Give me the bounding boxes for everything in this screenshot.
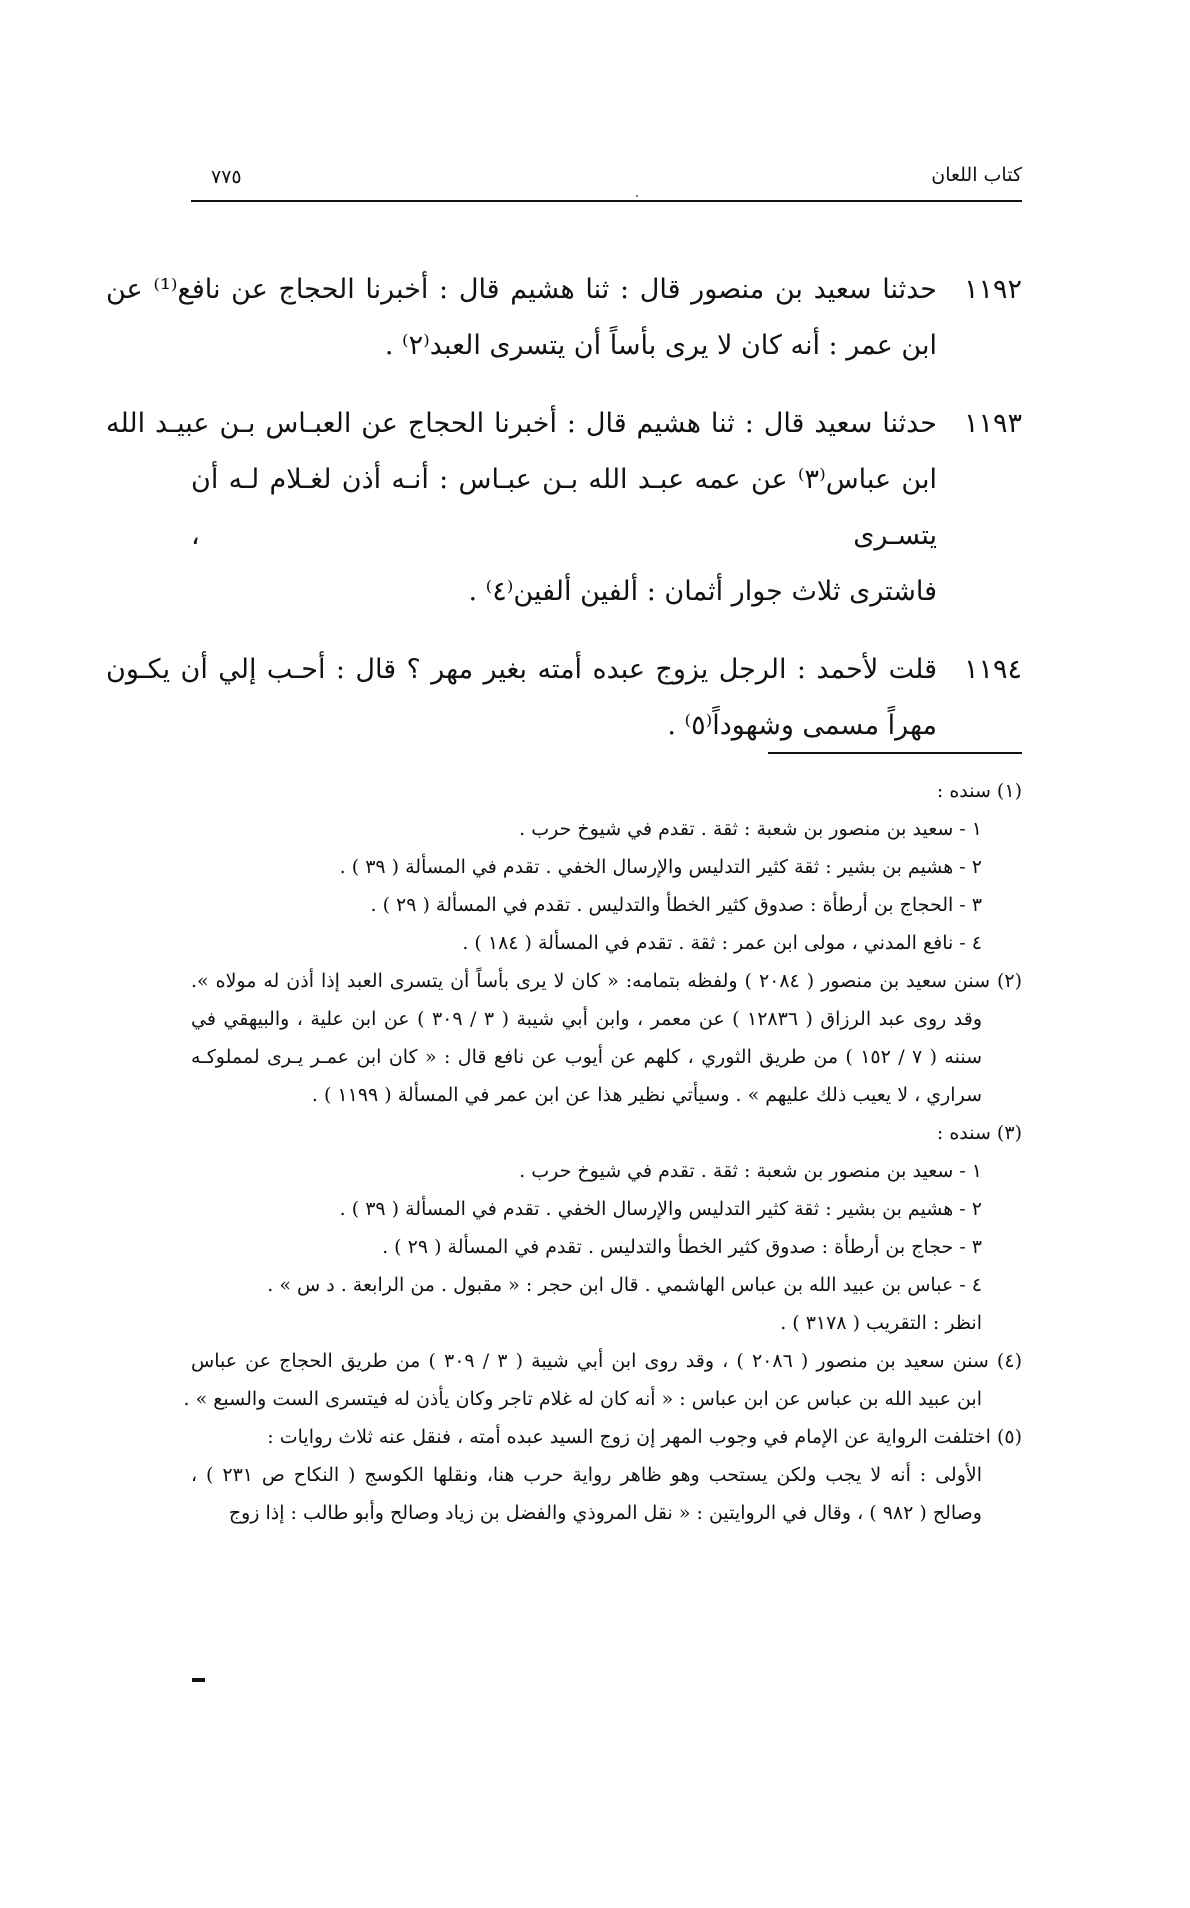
footnotes	[183, 772, 1023, 1532]
footnote-line: ٢ - هشيم بن بشير : ثقة كثير التدليس والإرسال الخفي . تقدم في المسألة ( ٣٩ ) .	[339, 1198, 982, 1220]
entry-text	[106, 396, 937, 620]
footnote-line: ابن عبيد الله بن عباس عن ابن عباس : « أنه كان له غلام تاجر وكان يأذن له فيتسرى الست والسبع » .	[183, 1388, 982, 1410]
entry-text	[106, 262, 937, 374]
footnote-line: (١) سنده :	[936, 780, 1022, 802]
footnote-line: وصالح ( ٩٨٢ ) ، وقال في الروايتين : « نقل المروذي والفضل بن زياد وصالح وأبو طالب : إذا زوج	[228, 1502, 982, 1524]
footnote-line: (٤) سنن سعيد بن منصور ( ٢٠٨٦ ) ، وقد روى ابن أبي شيبة ( ٣ / ٣٠٩ ) من طريق الحجاج عن عباس	[191, 1350, 1022, 1372]
footnote-line: انظر : التقريب ( ٣١٧٨ ) .	[780, 1312, 982, 1334]
footnote-line: (٢) سنن سعيد بن منصور ( ٢٠٨٤ ) ولفظه بتمامه: « كان لا يرى بأساً أن يتسرى العبد إذا أذن له مولاه ».	[191, 970, 1023, 992]
page-continuation-mark	[192, 1678, 205, 1682]
entry-number: ١١٩٢	[963, 274, 1022, 305]
footnote-line: ٣ - الحجاج بن أرطأة : صدوق كثير الخطأ والتدليس . تقدم في المسألة ( ٢٩ ) .	[370, 894, 982, 916]
footnote-line: ١ - سعيد بن منصور بن شعبة : ثقة . تقدم في شيوخ حرب .	[519, 818, 982, 840]
footnote-line: وقد روى عبد الرزاق ( ١٢٨٣٦ ) عن معمر ، وابن أبي شيبة ( ٣ / ٣٠٩ ) عن ابن علية ، والبيهقي في	[191, 1008, 982, 1030]
scan-dot	[636, 195, 638, 197]
entry-line: ابن عباس⁽٣⁾ عن عمه عبـد الله بـن عبـاس : أنـه أذن لغـلام لـه أن يتسـرى ،	[191, 464, 937, 551]
entry-line: حدثنا سعيد قال : ثنا هشيم قال : أخبرنا الحجاج عن العبـاس بـن عبيـد الله	[106, 408, 937, 439]
entry-number: ١١٩٣	[963, 408, 1022, 439]
entry-line: مهراً مسمى وشهوداً⁽٥⁾ .	[667, 710, 937, 741]
footnote-line: ٤ - نافع المدني ، مولى ابن عمر : ثقة . تقدم في المسألة ( ١٨٤ ) .	[462, 932, 982, 954]
entry-line: فاشترى ثلاث جوار أثمان : ألفين ألفين⁽٤⁾ .	[468, 576, 937, 607]
footnote-line: سننه ( ٧ / ١٥٢ ) من طريق الثوري ، كلهم عن أيوب عن نافع قال : « كان ابن عمـر يـرى لمملوكـه	[191, 1046, 982, 1068]
entry-line: حدثنا سعيد بن منصور قال : ثنا هشيم قال : أخبرنا الحجاج عن نافع⁽¹⁾ عن	[106, 274, 937, 305]
entry-1192	[106, 262, 1022, 374]
entry-line: قلت لأحمد : الرجل يزوج عبده أمته بغير مهر ؟ قال : أحـب إلي أن يكـون	[106, 654, 937, 685]
footnote-line: سراري ، لا يعيب ذلك عليهم » . وسيأتي نظير هذا عن ابن عمر في المسألة ( ١١٩٩ ) .	[311, 1084, 982, 1106]
footnote-line: الأولى : أنه لا يجب ولكن يستحب وهو ظاهر رواية حرب هنا، ونقلها الكوسج ( النكاح ص ٢٣١ ) ،	[191, 1464, 982, 1486]
footnote-line: (٥) اختلفت الرواية عن الإمام في وجوب المهر إن زوج السيد عبده أمته ، فنقل عنه ثلاث روايات :	[267, 1426, 1022, 1448]
running-header	[191, 160, 1022, 200]
entry-line: ابن عمر : أنه كان لا يرى بأساً أن يتسرى العبد⁽٢⁾ .	[384, 330, 937, 361]
footnote-separator	[768, 752, 1022, 754]
main-text	[106, 262, 1022, 776]
footnote-line: ٣ - حجاج بن أرطأة : صدوق كثير الخطأ والتدليس . تقدم في المسألة ( ٢٩ ) .	[382, 1236, 982, 1258]
footnote-line: ٤ - عباس بن عبيد الله بن عباس الهاشمي . قال ابن حجر : « مقبول . من الرابعة . د س » .	[267, 1274, 982, 1296]
entry-number: ١١٩٤	[963, 654, 1022, 685]
page-number: ٧٧٥	[211, 166, 242, 188]
entry-text	[106, 642, 937, 754]
header-title: كتاب اللعان	[931, 164, 1022, 186]
footnote-line: ١ - سعيد بن منصور بن شعبة : ثقة . تقدم في شيوخ حرب .	[519, 1160, 982, 1182]
header-rule	[191, 200, 1022, 202]
entry-1194	[106, 642, 1022, 754]
footnote-line: ٢ - هشيم بن بشير : ثقة كثير التدليس والإرسال الخفي . تقدم في المسألة ( ٣٩ ) .	[339, 856, 982, 878]
footnote-line: (٣) سنده :	[936, 1122, 1022, 1144]
entry-1193	[106, 396, 1022, 620]
